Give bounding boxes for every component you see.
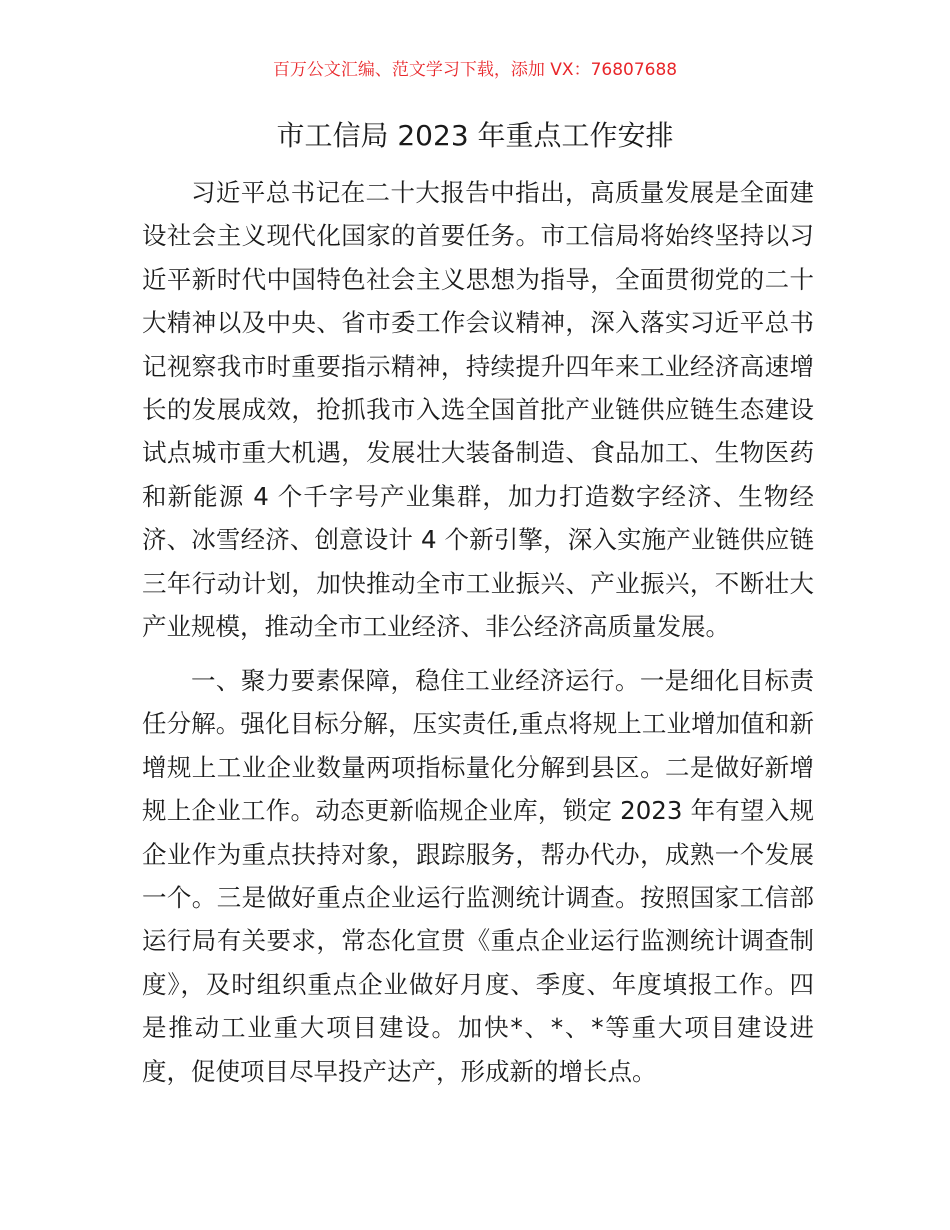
header-banner: 百万公文汇编、范文学习下载，添加 VX：76807688	[272, 60, 678, 80]
body-paragraph-section-1: 一、聚力要素保障，稳住工业经济运行。一是细化目标责任分解。强化目标分解，压实责任,重点将规上工业增加值和新增规上工业企业数量两项指标量化分解到县区。二是做好新增规上企业工作。动态更新临规企业库，锁定 2023 年有望入规企业作为重点扶持对象，跟踪服务，帮办代办，成熟一个发展一个。三是做好重点企业运行监测统计调查。按照国家工信部运行局有关要求，常态化宣贯《重点企业运行监测统计调查制度》，及时组织重点企业做好月度、季度、年度填报工作。四是推动工业重大项目建设。加快*、*、*等重大项目建设进度，促使项目尽早投产达产，形成新的增长点。	[142, 666, 814, 1086]
body-paragraph-intro: 习近平总书记在二十大报告中指出，高质量发展是全面建设社会主义现代化国家的首要任务。市工信局将始终坚持以习近平新时代中国特色社会主义思想为指导，全面贯彻党的二十大精神以及中央、省市委工作会议精神，深入落实习近平总书记视察我市时重要指示精神，持续提升四年来工业经济高速增长的发展成效，抢抓我市入选全国首批产业链供应链生态建设试点城市重大机遇，发展壮大装备制造、食品加工、生物医药和新能源 4 个千字号产业集群，加力打造数字经济、生物经济、冰雪经济、创意设计 4 个新引擎，深入实施产业链供应链三年行动计划，加快推动全市工业振兴、产业振兴，不断壮大产业规模，推动全市工业经济、非公经济高质量发展。	[142, 178, 814, 642]
document-title: 市工信局 2023 年重点工作安排	[276, 119, 674, 152]
